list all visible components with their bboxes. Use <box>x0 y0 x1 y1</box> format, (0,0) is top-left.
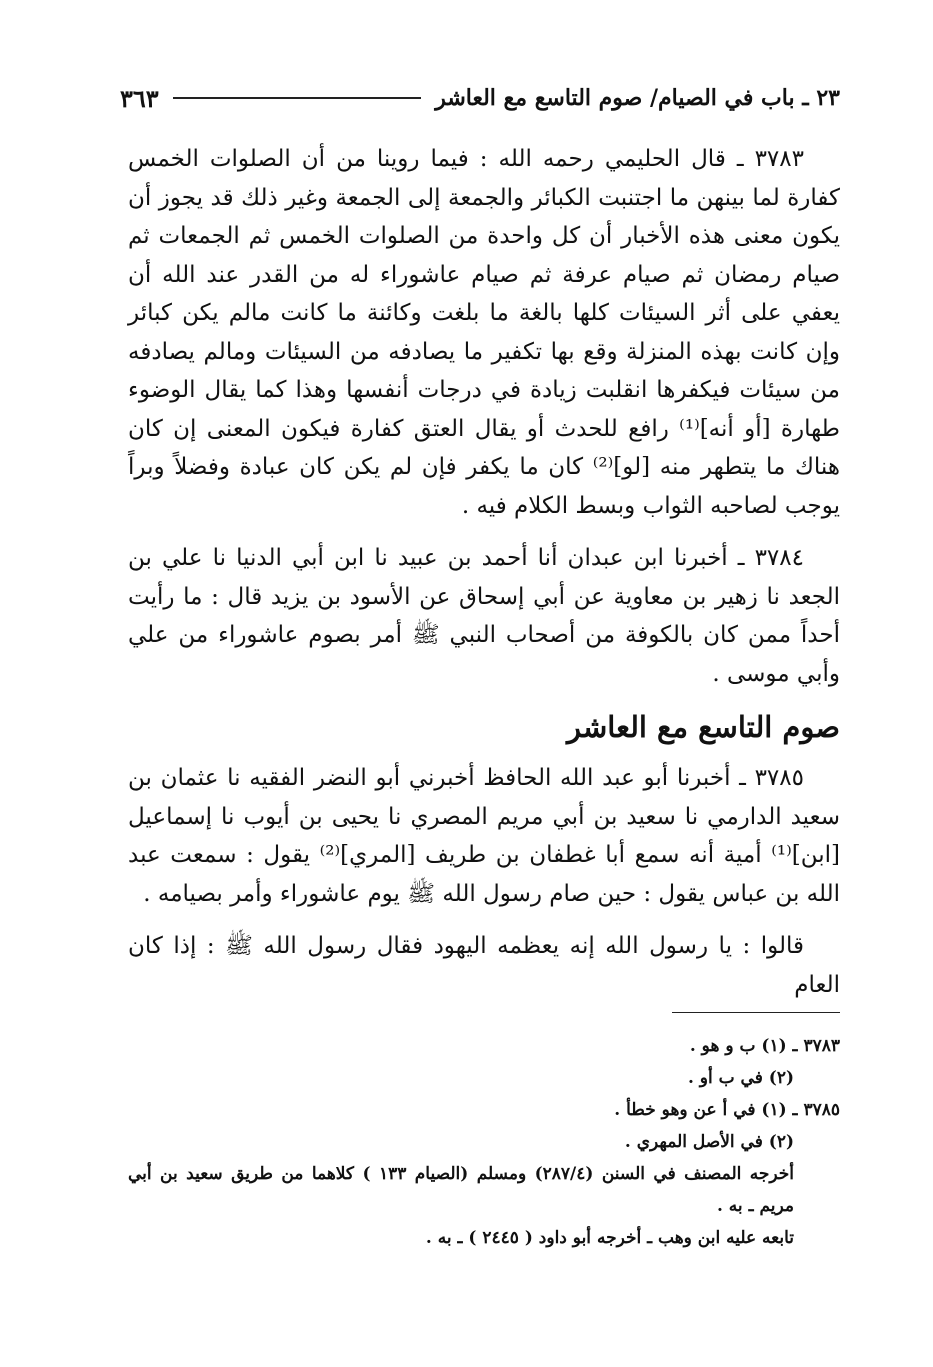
footnotes <box>128 1030 840 1254</box>
header-rule <box>173 97 422 99</box>
chapter-title: ٢٣ ـ باب في الصيام/ صوم التاسع مع العاشر <box>435 85 840 111</box>
paragraph-3785: ٣٧٨٥ ـ أخبرنا أبو عبد الله الحافظ أخبرني أبو النضر الفقيه نا عثمان بن سعيد الدارمي نا سعيد بن أبي مريم المصري نا يحيى بن أيوب نا إسماعيل [ابن]⁽¹⁾ أمية أنه سمع أبا غطفان بن طريف [المري]⁽²⁾ يقول : سمعت عبد الله بن عباس يقول : حين صام رسول الله ﷺ يوم عاشوراء وأمر بصيامه . <box>128 765 840 907</box>
running-header <box>120 78 840 118</box>
paragraph-3784: ٣٧٨٤ ـ أخبرنا ابن عبدان أنا أحمد بن عبيد نا ابن أبي الدنيا نا علي بن الجعد نا زهير بن معاوية عن أبي إسحاق عن الأسود بن يزيد قال : ما رأيت أحداً ممن كان بالكوفة من أصحاب النبي ﷺ أمر بصوم عاشوراء من علي وأبي موسى . <box>128 545 840 687</box>
footnote-3785-follow: تابعه عليه ابن وهب ـ أخرجه أبو داود ( ٢٤٤٥ ) ـ به . <box>425 1228 794 1248</box>
section-heading: صوم التاسع مع العاشر <box>566 710 840 744</box>
footnote-3783-1: ٣٧٨٣ ـ (١) ب و هو . <box>689 1036 840 1056</box>
footnote-separator <box>672 1012 840 1013</box>
footnote-3785-2: (٢) في الأصل المهري . <box>624 1132 794 1152</box>
main-text <box>128 140 840 1018</box>
paragraph-3785-continued: قالوا : يا رسول الله إنه يعظمه اليهود فقال رسول الله ﷺ : إذا كان العام <box>128 933 840 998</box>
footnote-3783-2: (٢) في ب أو . <box>687 1068 794 1088</box>
paragraph-3783: ٣٧٨٣ ـ قال الحليمي رحمه الله : فيما روينا من أن الصلوات الخمس كفارة لما بينهن ما اجتنبت الكبائر والجمعة إلى الجمعة وغير ذلك قد يجوز أن يكون معنى هذه الأخبار أن كل واحدة من الصلوات الخمس ثم الجمعات ثم صيام رمضان ثم صيام عرفة ثم صيام عاشوراء له من القدر عند الله أن يعفي على أثر السيئات كلها بالغة ما بلغت وكائنة ما كانت مالم يكن كبائر وإن كانت بهذه المنزلة وقع بها تكفير ما يصادفه من السيئات ومالم يصادفه من سيئات فيكفرها انقلبت زيادة في درجات أنفسها وهذا كما يقال الوضوء طهارة [أو أنه]⁽¹⁾ رافع للحدث أو يقال العتق كفارة فيكون المعنى إن كان هناك ما يتطهر منه [لو]⁽²⁾ كان ما يكفر فإن لم يكن كان عبادة وفضلاً وبراً يوجب لصاحبه الثواب وبسط الكلام فيه . <box>128 146 840 519</box>
footnote-3785-1: ٣٧٨٥ ـ (١) في أ عن وهو خطأ . <box>614 1100 840 1120</box>
footnote-3785-source: أخرجه المصنف في السنن (٢٨٧/٤) ومسلم (الصيام ١٣٣ ) كلاهما من طريق سعيد بن أبي مريم ـ به . <box>128 1164 795 1216</box>
page-number: ٣٦٣ <box>120 83 159 113</box>
